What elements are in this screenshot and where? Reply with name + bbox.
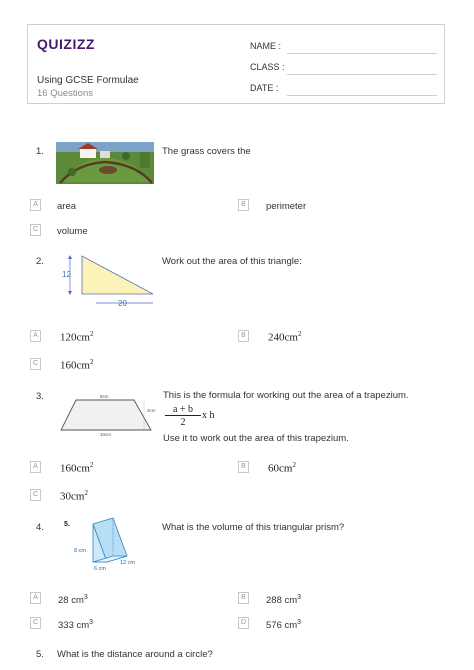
formula-tail: x h [202,410,215,421]
option-b-box[interactable]: B [238,592,249,604]
prism-height-label: 8 cm [74,548,86,554]
question-number: 4. [36,522,44,533]
question-number: 2. [36,256,44,267]
garden-image [56,142,154,184]
option-a-text: area [57,201,77,212]
option-b-text: perimeter [266,201,307,212]
option-c-box[interactable]: C [30,224,41,236]
option-a-box[interactable]: A [30,592,41,604]
question-text-2: Use it to work out the area of this trapezium. [163,433,349,444]
option-b-text: $60cm^2$ [268,461,296,475]
class-line[interactable] [287,74,437,75]
option-b-box[interactable]: B [238,461,249,473]
option-b-text: $240cm^2$ [268,330,302,344]
option-c-text: volume [57,226,88,237]
option-a-box[interactable]: A [30,199,41,211]
option-c-box[interactable]: C [30,617,41,629]
question-number: 1. [36,146,44,157]
formula-numerator: a + b [165,404,201,416]
trapezium-top-label: 8cm [100,394,109,399]
trapezium-figure [56,392,156,438]
option-b-box[interactable]: B [238,330,249,342]
worksheet-header [27,24,445,104]
option-c-text: $30cm^2$ [60,489,88,503]
question-number: 5. [36,649,44,660]
question-number: 3. [36,391,44,402]
option-b-text: 288 $cm^3$ [266,594,302,607]
option-c-text: 333 $cm^3$ [58,619,94,632]
question-text: What is the volume of this triangular prism? [162,522,345,533]
triangle-height-label: 12 [62,270,71,279]
question-text: The grass covers the [162,146,251,157]
option-c-box[interactable]: C [30,358,41,370]
prism-figure [60,516,160,576]
option-d-text: 576 $cm^3$ [266,619,302,632]
option-c-text: $160cm^2$ [60,358,94,372]
triangle-figure [58,250,158,312]
question-text: Work out the area of this triangle: [162,256,302,267]
option-d-box[interactable]: D [238,617,249,629]
class-label: CLASS : [250,62,285,72]
option-a-box[interactable]: A [30,330,41,342]
date-label: DATE : [250,83,279,93]
option-a-text: 28 $cm^3$ [58,594,88,607]
question-text: What is the distance around a circle? [57,649,213,660]
prism-base-label: 6 cm [94,566,106,572]
worksheet-title: Using GCSE Formulae [37,75,139,86]
name-label: NAME : [250,41,282,51]
quizizz-logo: QUIZIZZ [37,36,95,52]
triangle-base-label: 20 [118,299,127,308]
trapezium-height-label: 3cm [147,408,156,413]
question-text: This is the formula for working out the area of a trapezium. [163,390,409,401]
prism-length-label: 12 cm [120,560,135,566]
date-line[interactable] [287,95,437,96]
prism-tag: 5. [64,521,70,528]
option-a-box[interactable]: A [30,461,41,473]
option-c-box[interactable]: C [30,489,41,501]
option-b-box[interactable]: B [238,199,249,211]
name-line[interactable] [287,53,437,54]
option-a-text: $160cm^2$ [60,461,94,475]
formula-denominator: 2 [180,417,186,428]
trapezium-bottom-label: 10cm [100,432,112,437]
option-a-text: $120cm^2$ [60,330,94,344]
question-count: 16 Questions [37,88,93,99]
